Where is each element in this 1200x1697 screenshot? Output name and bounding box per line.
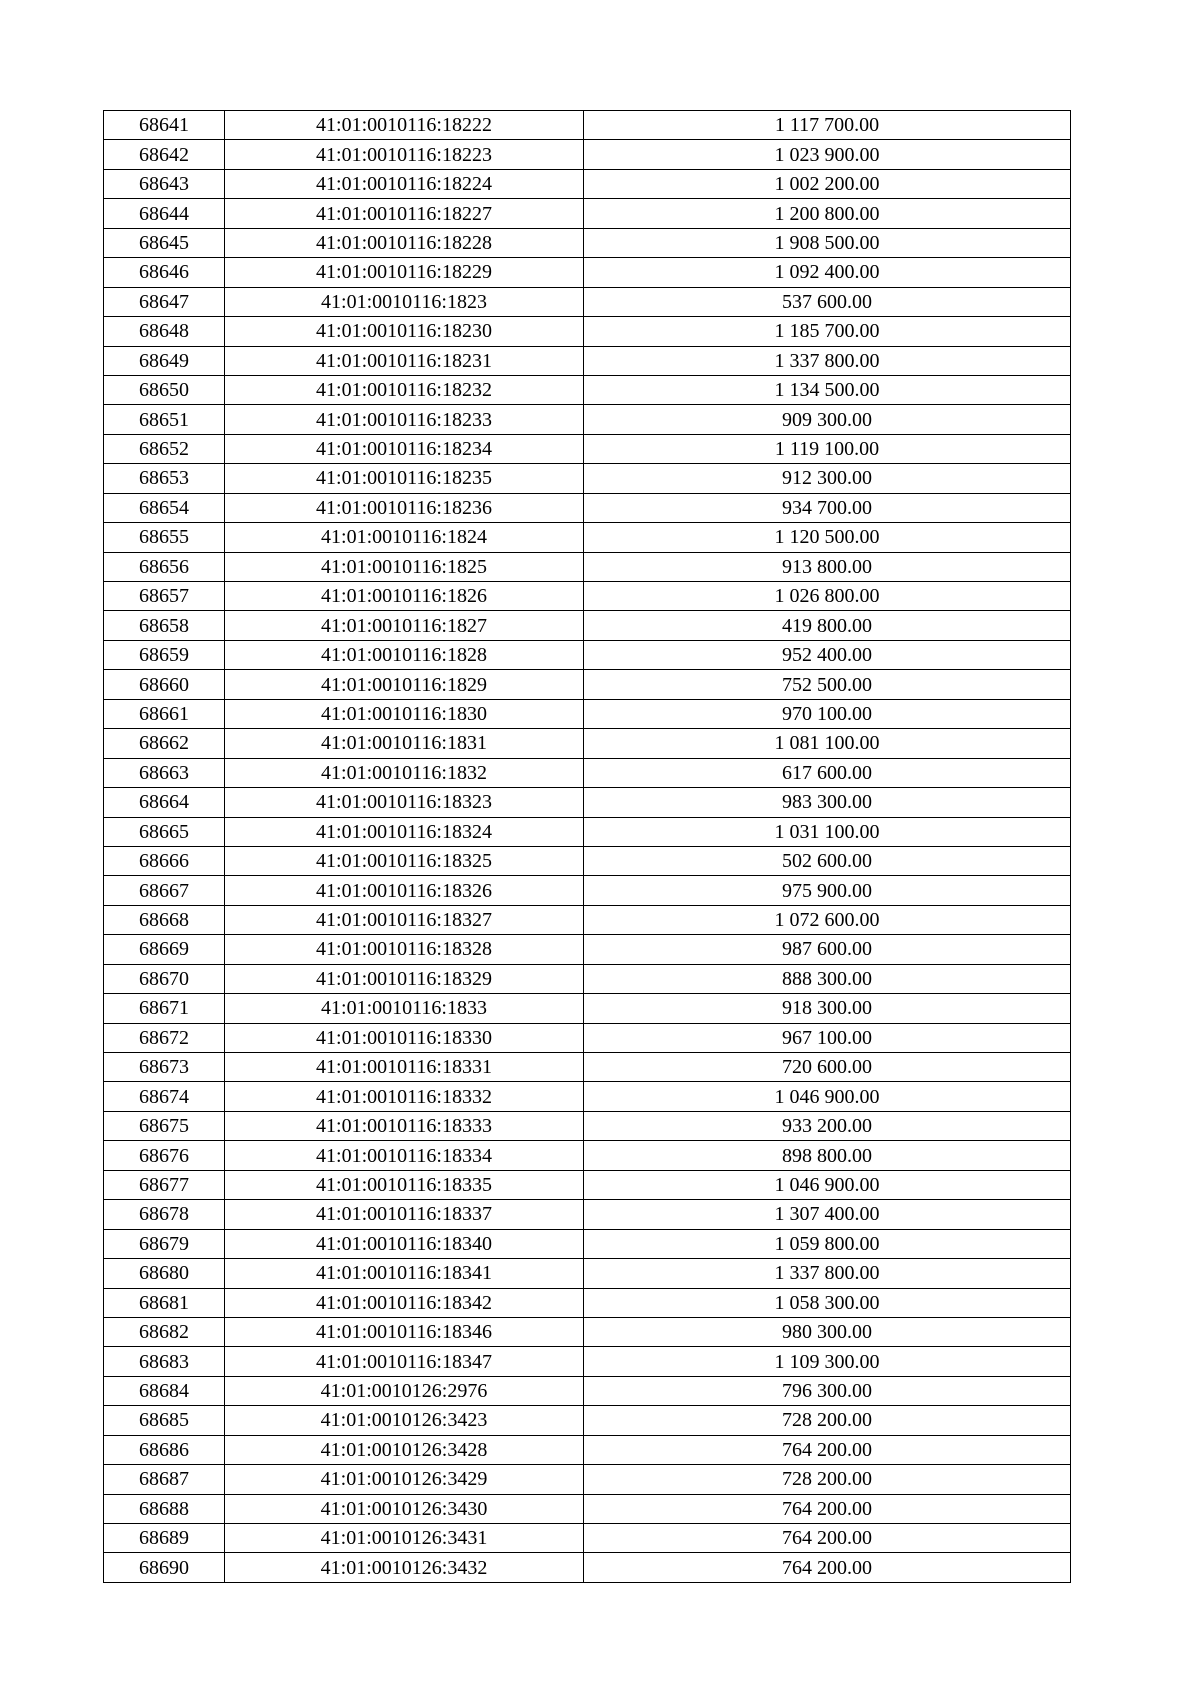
row-number-cell: 68649 [104,346,225,375]
cadastral-number-cell: 41:01:0010116:18234 [225,434,584,463]
cadastral-value-cell: 1 908 500.00 [584,228,1071,257]
table-row [104,375,1071,404]
cadastral-number-cell: 41:01:0010116:18224 [225,169,584,198]
table-row [104,964,1071,993]
cadastral-value-cell: 913 800.00 [584,552,1071,581]
row-number-cell: 68675 [104,1111,225,1140]
table-row [104,611,1071,640]
cadastral-value-cell: 1 046 900.00 [584,1170,1071,1199]
row-number-cell: 68644 [104,199,225,228]
cadastral-number-cell: 41:01:0010116:18227 [225,199,584,228]
cadastral-value-cell: 1 002 200.00 [584,169,1071,198]
cadastral-number-cell: 41:01:0010116:18228 [225,228,584,257]
cadastral-number-cell: 41:01:0010116:18347 [225,1347,584,1376]
cadastral-number-cell: 41:01:0010116:1826 [225,582,584,611]
table-row [104,994,1071,1023]
cadastral-value-cell: 933 200.00 [584,1111,1071,1140]
row-number-cell: 68666 [104,846,225,875]
table-row [104,1200,1071,1229]
cadastral-value-cell: 952 400.00 [584,640,1071,669]
row-number-cell: 68683 [104,1347,225,1376]
cadastral-value-table [103,110,1071,1583]
cadastral-value-cell: 764 200.00 [584,1553,1071,1582]
cadastral-value-cell: 764 200.00 [584,1435,1071,1464]
table-row [104,817,1071,846]
table-row [104,876,1071,905]
row-number-cell: 68673 [104,1053,225,1082]
cadastral-number-cell: 41:01:0010116:18223 [225,140,584,169]
cadastral-value-cell: 720 600.00 [584,1053,1071,1082]
row-number-cell: 68667 [104,876,225,905]
row-number-cell: 68651 [104,405,225,434]
table-row [104,1288,1071,1317]
cadastral-number-cell: 41:01:0010116:1824 [225,523,584,552]
cadastral-number-cell: 41:01:0010116:1823 [225,287,584,316]
table-row [104,405,1071,434]
cadastral-number-cell: 41:01:0010116:1827 [225,611,584,640]
table-row [104,346,1071,375]
cadastral-number-cell: 41:01:0010116:18233 [225,405,584,434]
row-number-cell: 68641 [104,111,225,140]
row-number-cell: 68655 [104,523,225,552]
row-number-cell: 68682 [104,1317,225,1346]
row-number-cell: 68664 [104,788,225,817]
table-row [104,1524,1071,1553]
cadastral-number-cell: 41:01:0010116:18342 [225,1288,584,1317]
table-row [104,905,1071,934]
cadastral-value-cell: 980 300.00 [584,1317,1071,1346]
cadastral-number-cell: 41:01:0010116:1829 [225,670,584,699]
row-number-cell: 68689 [104,1524,225,1553]
row-number-cell: 68643 [104,169,225,198]
table-row [104,1347,1071,1376]
cadastral-number-cell: 41:01:0010116:18324 [225,817,584,846]
table-row [104,729,1071,758]
row-number-cell: 68659 [104,640,225,669]
row-number-cell: 68684 [104,1376,225,1405]
row-number-cell: 68679 [104,1229,225,1258]
cadastral-value-cell: 987 600.00 [584,935,1071,964]
table-row [104,670,1071,699]
cadastral-value-cell: 728 200.00 [584,1465,1071,1494]
table-row [104,228,1071,257]
cadastral-number-cell: 41:01:0010116:18331 [225,1053,584,1082]
cadastral-value-cell: 1 307 400.00 [584,1200,1071,1229]
cadastral-number-cell: 41:01:0010116:18341 [225,1259,584,1288]
table-row [104,1406,1071,1435]
table-row [104,788,1071,817]
table-row [104,1170,1071,1199]
cadastral-value-cell: 934 700.00 [584,493,1071,522]
cadastral-value-cell: 898 800.00 [584,1141,1071,1170]
row-number-cell: 68685 [104,1406,225,1435]
row-number-cell: 68686 [104,1435,225,1464]
cadastral-value-cell: 764 200.00 [584,1494,1071,1523]
cadastral-value-cell: 419 800.00 [584,611,1071,640]
cadastral-value-cell: 912 300.00 [584,464,1071,493]
row-number-cell: 68645 [104,228,225,257]
table-row [104,699,1071,728]
row-number-cell: 68650 [104,375,225,404]
row-number-cell: 68688 [104,1494,225,1523]
table-row [104,1082,1071,1111]
cadastral-value-cell: 1 134 500.00 [584,375,1071,404]
cadastral-number-cell: 41:01:0010116:18231 [225,346,584,375]
table-row [104,1376,1071,1405]
cadastral-number-cell: 41:01:0010126:3428 [225,1435,584,1464]
row-number-cell: 68670 [104,964,225,993]
cadastral-number-cell: 41:01:0010116:1830 [225,699,584,728]
row-number-cell: 68647 [104,287,225,316]
row-number-cell: 68669 [104,935,225,964]
row-number-cell: 68648 [104,317,225,346]
cadastral-number-cell: 41:01:0010116:18236 [225,493,584,522]
row-number-cell: 68690 [104,1553,225,1582]
cadastral-value-cell: 1 120 500.00 [584,523,1071,552]
table-row [104,1317,1071,1346]
cadastral-value-cell: 1 337 800.00 [584,1259,1071,1288]
row-number-cell: 68676 [104,1141,225,1170]
cadastral-number-cell: 41:01:0010116:1828 [225,640,584,669]
cadastral-value-cell: 975 900.00 [584,876,1071,905]
cadastral-number-cell: 41:01:0010116:18229 [225,258,584,287]
row-number-cell: 68678 [104,1200,225,1229]
row-number-cell: 68653 [104,464,225,493]
cadastral-number-cell: 41:01:0010116:18334 [225,1141,584,1170]
row-number-cell: 68663 [104,758,225,787]
table-row [104,111,1071,140]
cadastral-value-cell: 1 119 100.00 [584,434,1071,463]
cadastral-value-cell: 1 081 100.00 [584,729,1071,758]
row-number-cell: 68658 [104,611,225,640]
cadastral-value-cell: 1 200 800.00 [584,199,1071,228]
cadastral-number-cell: 41:01:0010126:2976 [225,1376,584,1405]
cadastral-value-cell: 537 600.00 [584,287,1071,316]
table-row [104,434,1071,463]
cadastral-value-cell: 918 300.00 [584,994,1071,1023]
cadastral-value-cell: 970 100.00 [584,699,1071,728]
cadastral-value-cell: 1 046 900.00 [584,1082,1071,1111]
row-number-cell: 68674 [104,1082,225,1111]
table-row [104,199,1071,228]
row-number-cell: 68654 [104,493,225,522]
cadastral-value-cell: 1 058 300.00 [584,1288,1071,1317]
cadastral-number-cell: 41:01:0010116:18230 [225,317,584,346]
table-row [104,552,1071,581]
cadastral-number-cell: 41:01:0010116:18332 [225,1082,584,1111]
cadastral-number-cell: 41:01:0010126:3429 [225,1465,584,1494]
row-number-cell: 68677 [104,1170,225,1199]
cadastral-number-cell: 41:01:0010116:18346 [225,1317,584,1346]
row-number-cell: 68681 [104,1288,225,1317]
cadastral-value-cell: 502 600.00 [584,846,1071,875]
table-body [104,111,1071,1583]
table-row [104,1494,1071,1523]
cadastral-number-cell: 41:01:0010116:18325 [225,846,584,875]
table-row [104,582,1071,611]
table-row [104,1553,1071,1582]
row-number-cell: 68646 [104,258,225,287]
table-row [104,758,1071,787]
cadastral-value-cell: 909 300.00 [584,405,1071,434]
cadastral-value-cell: 1 092 400.00 [584,258,1071,287]
cadastral-number-cell: 41:01:0010116:1832 [225,758,584,787]
cadastral-value-cell: 728 200.00 [584,1406,1071,1435]
cadastral-number-cell: 41:01:0010126:3432 [225,1553,584,1582]
table-row [104,846,1071,875]
cadastral-value-cell: 796 300.00 [584,1376,1071,1405]
cadastral-value-cell: 1 026 800.00 [584,582,1071,611]
row-number-cell: 68662 [104,729,225,758]
row-number-cell: 68665 [104,817,225,846]
cadastral-value-cell: 1 185 700.00 [584,317,1071,346]
cadastral-number-cell: 41:01:0010126:3423 [225,1406,584,1435]
row-number-cell: 68642 [104,140,225,169]
row-number-cell: 68668 [104,905,225,934]
table-row [104,169,1071,198]
cadastral-number-cell: 41:01:0010116:18340 [225,1229,584,1258]
cadastral-value-cell: 752 500.00 [584,670,1071,699]
table-row [104,493,1071,522]
table-row [104,1023,1071,1052]
table-row [104,1465,1071,1494]
cadastral-number-cell: 41:01:0010116:18326 [225,876,584,905]
row-number-cell: 68656 [104,552,225,581]
cadastral-number-cell: 41:01:0010116:18232 [225,375,584,404]
cadastral-value-cell: 1 337 800.00 [584,346,1071,375]
cadastral-number-cell: 41:01:0010116:18327 [225,905,584,934]
cadastral-number-cell: 41:01:0010126:3430 [225,1494,584,1523]
cadastral-number-cell: 41:01:0010116:18328 [225,935,584,964]
table-row [104,640,1071,669]
table-row [104,464,1071,493]
table-row [104,317,1071,346]
table-row [104,935,1071,964]
table-row [104,1141,1071,1170]
row-number-cell: 68671 [104,994,225,1023]
cadastral-value-cell: 1 059 800.00 [584,1229,1071,1258]
cadastral-number-cell: 41:01:0010116:1833 [225,994,584,1023]
cadastral-number-cell: 41:01:0010116:18235 [225,464,584,493]
table-row [104,1259,1071,1288]
cadastral-number-cell: 41:01:0010116:18222 [225,111,584,140]
row-number-cell: 68672 [104,1023,225,1052]
cadastral-number-cell: 41:01:0010116:18329 [225,964,584,993]
table-row [104,1435,1071,1464]
cadastral-value-cell: 888 300.00 [584,964,1071,993]
table-row [104,287,1071,316]
cadastral-value-cell: 1 031 100.00 [584,817,1071,846]
cadastral-value-cell: 967 100.00 [584,1023,1071,1052]
cadastral-value-cell: 983 300.00 [584,788,1071,817]
row-number-cell: 68687 [104,1465,225,1494]
table-row [104,140,1071,169]
cadastral-value-cell: 1 109 300.00 [584,1347,1071,1376]
cadastral-value-cell: 1 072 600.00 [584,905,1071,934]
cadastral-value-cell: 1 023 900.00 [584,140,1071,169]
cadastral-number-cell: 41:01:0010116:1831 [225,729,584,758]
cadastral-value-cell: 1 117 700.00 [584,111,1071,140]
cadastral-number-cell: 41:01:0010126:3431 [225,1524,584,1553]
cadastral-value-cell: 764 200.00 [584,1524,1071,1553]
cadastral-number-cell: 41:01:0010116:1825 [225,552,584,581]
row-number-cell: 68657 [104,582,225,611]
row-number-cell: 68680 [104,1259,225,1288]
table-row [104,1053,1071,1082]
table-row [104,258,1071,287]
table-row [104,1229,1071,1258]
cadastral-number-cell: 41:01:0010116:18337 [225,1200,584,1229]
cadastral-number-cell: 41:01:0010116:18330 [225,1023,584,1052]
row-number-cell: 68660 [104,670,225,699]
cadastral-number-cell: 41:01:0010116:18333 [225,1111,584,1140]
cadastral-number-cell: 41:01:0010116:18335 [225,1170,584,1199]
table-row [104,1111,1071,1140]
cadastral-value-cell: 617 600.00 [584,758,1071,787]
table-row [104,523,1071,552]
row-number-cell: 68661 [104,699,225,728]
row-number-cell: 68652 [104,434,225,463]
cadastral-number-cell: 41:01:0010116:18323 [225,788,584,817]
